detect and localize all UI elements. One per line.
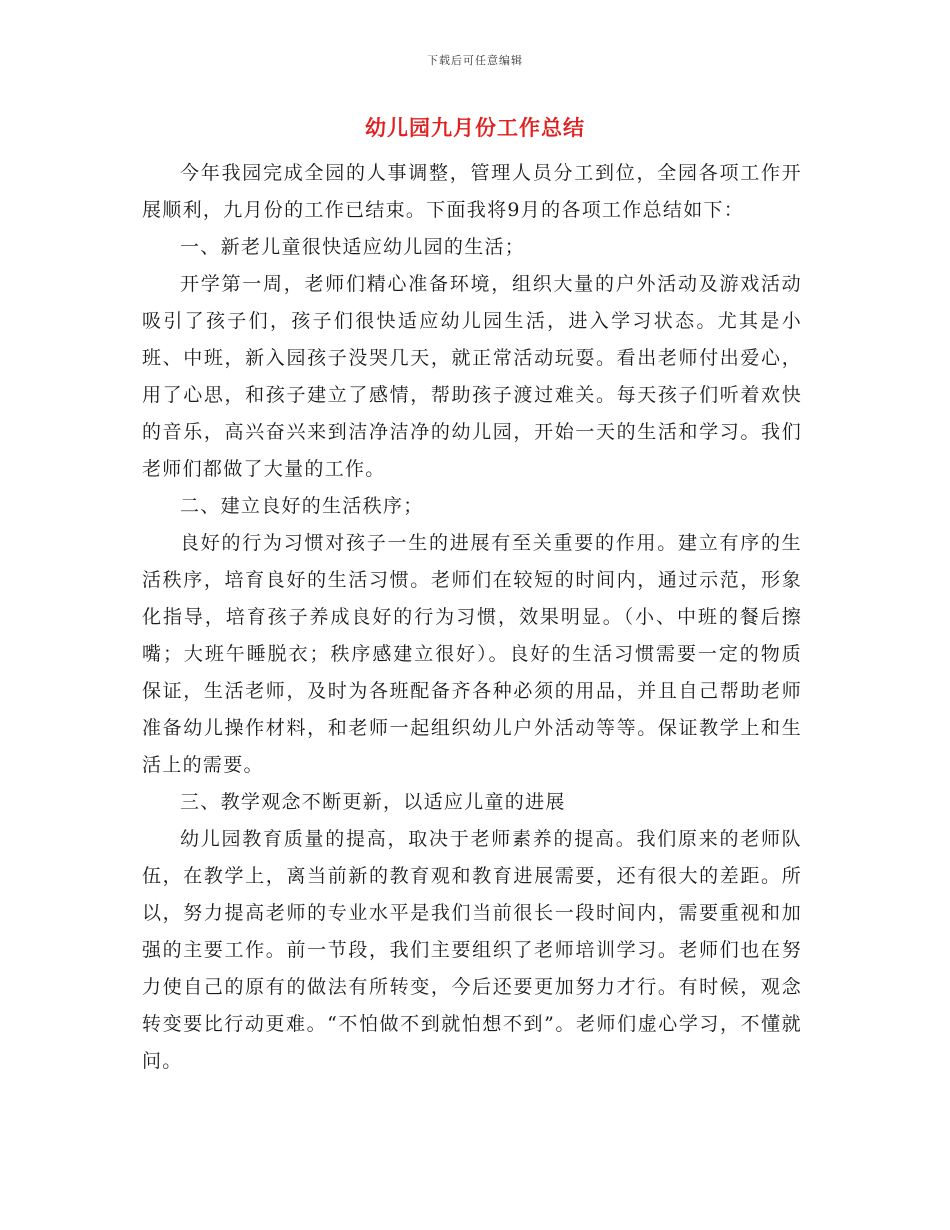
paragraph-section-2: 良好的行为习惯对孩子一生的进展有至关重要的作用。建立有序的生活秩序，培育良好的生活习惯。老师们在较短的时间内，通过示范，形象化指导，培育孩子养成良好的行为习惯，效果明显。（小、中班的餐后擦嘴；大班午睡脱衣；秩序感建立很好）。良好的生活习惯需要一定的物质保证，生活老师，及时为各班配备齐各种必须的用品，并且自己帮助老师准备幼儿操作材料，和老师一起组织幼儿户外活动等等。保证教学上和生活上的需要。 (142, 532, 802, 776)
section-heading-1: 一、新老儿童很快适应幼儿园的生活； (180, 236, 526, 258)
paragraph-intro: 今年我园完成全园的人事调整，管理人员分工到位，全园各项工作开展顺利，九月份的工作已结束。下面我将9月的各项工作总结如下： (142, 162, 802, 221)
section-heading-3: 三、教学观念不断更新，以适应儿童的进展 (180, 791, 566, 813)
document-title: 幼儿园九月份工作总结 (365, 115, 585, 140)
document-body (142, 155, 802, 1080)
section-heading-2: 二、建立良好的生活秩序； (180, 495, 424, 517)
page-header-note: 下载后可任意编辑 (427, 54, 523, 67)
paragraph-section-3: 幼儿园教育质量的提高，取决于老师素养的提高。我们原来的老师队伍，在教学上，离当前新的教育观和教育进展需要，还有很大的差距。所以，努力提高老师的专业水平是我们当前很长一段时间内，需要重视和加强的主要工作。前一节段，我们主要组织了老师培训学习。老师们也在努力使自己的原有的做法有所转变，今后还要更加努力才行。有时候，观念转变要比行动更难。“不怕做不到就怕想不到”。老师们虚心学习，不懂就问。 (142, 828, 802, 1072)
paragraph-section-1: 开学第一周，老师们精心准备环境，组织大量的户外活动及游戏活动吸引了孩子们，孩子们很快适应幼儿园生活，进入学习状态。尤其是小班、中班，新入园孩子没哭几天，就正常活动玩耍。看出老师付出爱心，用了心思，和孩子建立了感情，帮助孩子渡过难关。每天孩子们听着欢快的音乐，高兴奋兴来到洁净洁净的幼儿园，开始一天的生活和学习。我们老师们都做了大量的工作。 (142, 273, 802, 480)
